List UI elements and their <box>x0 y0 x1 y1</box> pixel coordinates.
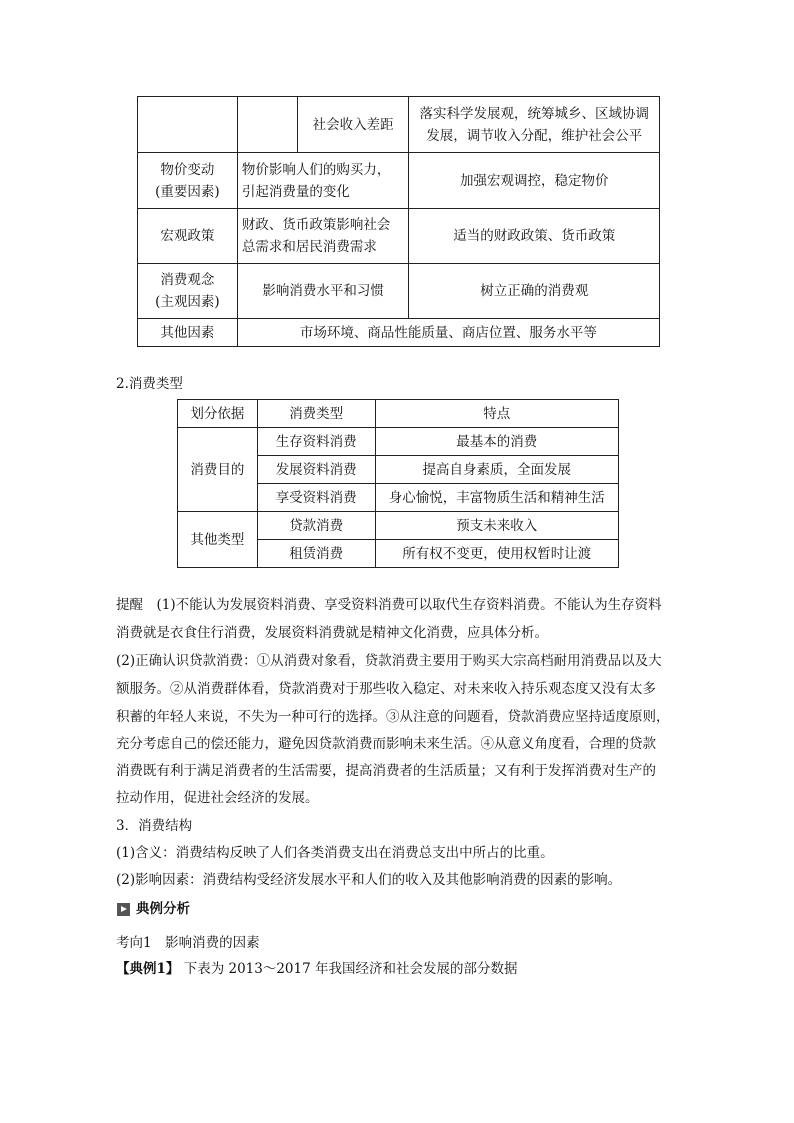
table-cell: 宏观政策 <box>138 209 238 264</box>
column-header: 划分依据 <box>178 400 258 428</box>
table-cell: 消费目的 <box>178 428 258 512</box>
table-cell: 物价变动 (重要因素) <box>138 153 238 209</box>
table-cell: 享受资料消费 <box>257 484 375 512</box>
table-row <box>138 319 660 347</box>
table-row <box>178 428 619 456</box>
table-cell: 所有权不变更，使用权暂时让渡 <box>375 540 618 568</box>
example-heading: 典例分析 <box>136 901 190 917</box>
text-line: 消费既有利于满足消费者的生活需要，提高消费者的生活质量；又有利于发挥消费对生产的 <box>116 763 656 779</box>
table-cell: 消费观念 (主观因素) <box>138 264 238 319</box>
table-cell: 贷款消费 <box>257 512 375 540</box>
section-heading: 3．消费结构 <box>116 818 193 834</box>
table-cell: 生存资料消费 <box>257 428 375 456</box>
text-line: 积蓄的年轻人来说，不失为一种可行的选择。③从注意的问题看，贷款消费应坚持适度原则， <box>116 709 670 725</box>
table-header-row <box>178 400 619 428</box>
text-line: (2)影响因素：消费结构受经济发展水平和人们的收入及其他影响消费的因素的影响。 <box>116 872 622 888</box>
table-cell: 影响消费水平和习惯 <box>237 264 409 319</box>
table-cell: 提高自身素质，全面发展 <box>375 456 618 484</box>
table-cell <box>237 97 297 153</box>
table-cell: 社会收入差距 <box>297 97 409 153</box>
text-line: 充分考虑自己的偿还能力，避免因贷款消费而影响未来生活。④从意义角度看，合理的贷款 <box>116 736 656 752</box>
table-cell: 身心愉悦，丰富物质生活和精神生活 <box>375 484 618 512</box>
text-line: (2)正确认识贷款消费：①从消费对象看，贷款消费主要用于购买大宗高档耐用消费品以及大 <box>116 653 662 669</box>
table-cell: 落实科学发展观，统筹城乡、区域协调 发展，调节收入分配，维护社会公平 <box>409 97 660 153</box>
table-cell: 预支未来收入 <box>375 512 618 540</box>
text-line: (1)含义：消费结构反映了人们各类消费支出在消费总支出中所占的比重。 <box>116 845 554 861</box>
table-cell: 适当的财政政策、货币政策 <box>409 209 660 264</box>
table-row <box>138 153 660 209</box>
table-row <box>138 264 660 319</box>
table-cell: 树立正确的消费观 <box>409 264 660 319</box>
table-row <box>138 97 660 153</box>
table-cell: 其他因素 <box>138 319 238 347</box>
text-line: 提醒 (1)不能认为发展资料消费、享受资料消费可以取代生存资料消费。不能认为生存资料 <box>116 597 662 613</box>
table-cell: 租赁消费 <box>257 540 375 568</box>
text-line: 拉动作用，促进社会经济的发展。 <box>116 790 319 806</box>
kaoxiang-label: 考向1 影响消费的因素 <box>116 935 260 951</box>
play-icon <box>117 903 130 916</box>
consumption-factors-table <box>137 96 660 347</box>
table-row <box>178 512 619 540</box>
column-header: 消费类型 <box>257 400 375 428</box>
table-cell: 最基本的消费 <box>375 428 618 456</box>
section-heading: 2.消费类型 <box>116 376 183 392</box>
text-line: 消费就是衣食住行消费，发展资料消费就是精神文化消费，应具体分析。 <box>116 625 548 641</box>
table-cell: 市场环境、商品性能质量、商店位置、服务水平等 <box>237 319 659 347</box>
table-cell: 加强宏观调控，稳定物价 <box>409 153 660 209</box>
table-cell: 物价影响人们的购买力， 引起消费量的变化 <box>237 153 409 209</box>
column-header: 特点 <box>375 400 618 428</box>
example-text: 下表为 2013～2017 年我国经济和社会发展的部分数据 <box>179 961 518 977</box>
consumption-types-table <box>177 399 619 568</box>
table-cell <box>138 97 238 153</box>
example-label: 【典例1】 <box>116 961 180 977</box>
text-line: 额服务。②从消费群体看，贷款消费对于那些收入稳定、对未来收入持乐观态度又没有太多 <box>116 681 656 697</box>
table-cell: 其他类型 <box>178 512 258 568</box>
example-line <box>116 959 518 979</box>
table-cell: 财政、货币政策影响社会 总需求和居民消费需求 <box>237 209 409 264</box>
table-cell: 发展资料消费 <box>257 456 375 484</box>
table-row <box>138 209 660 264</box>
